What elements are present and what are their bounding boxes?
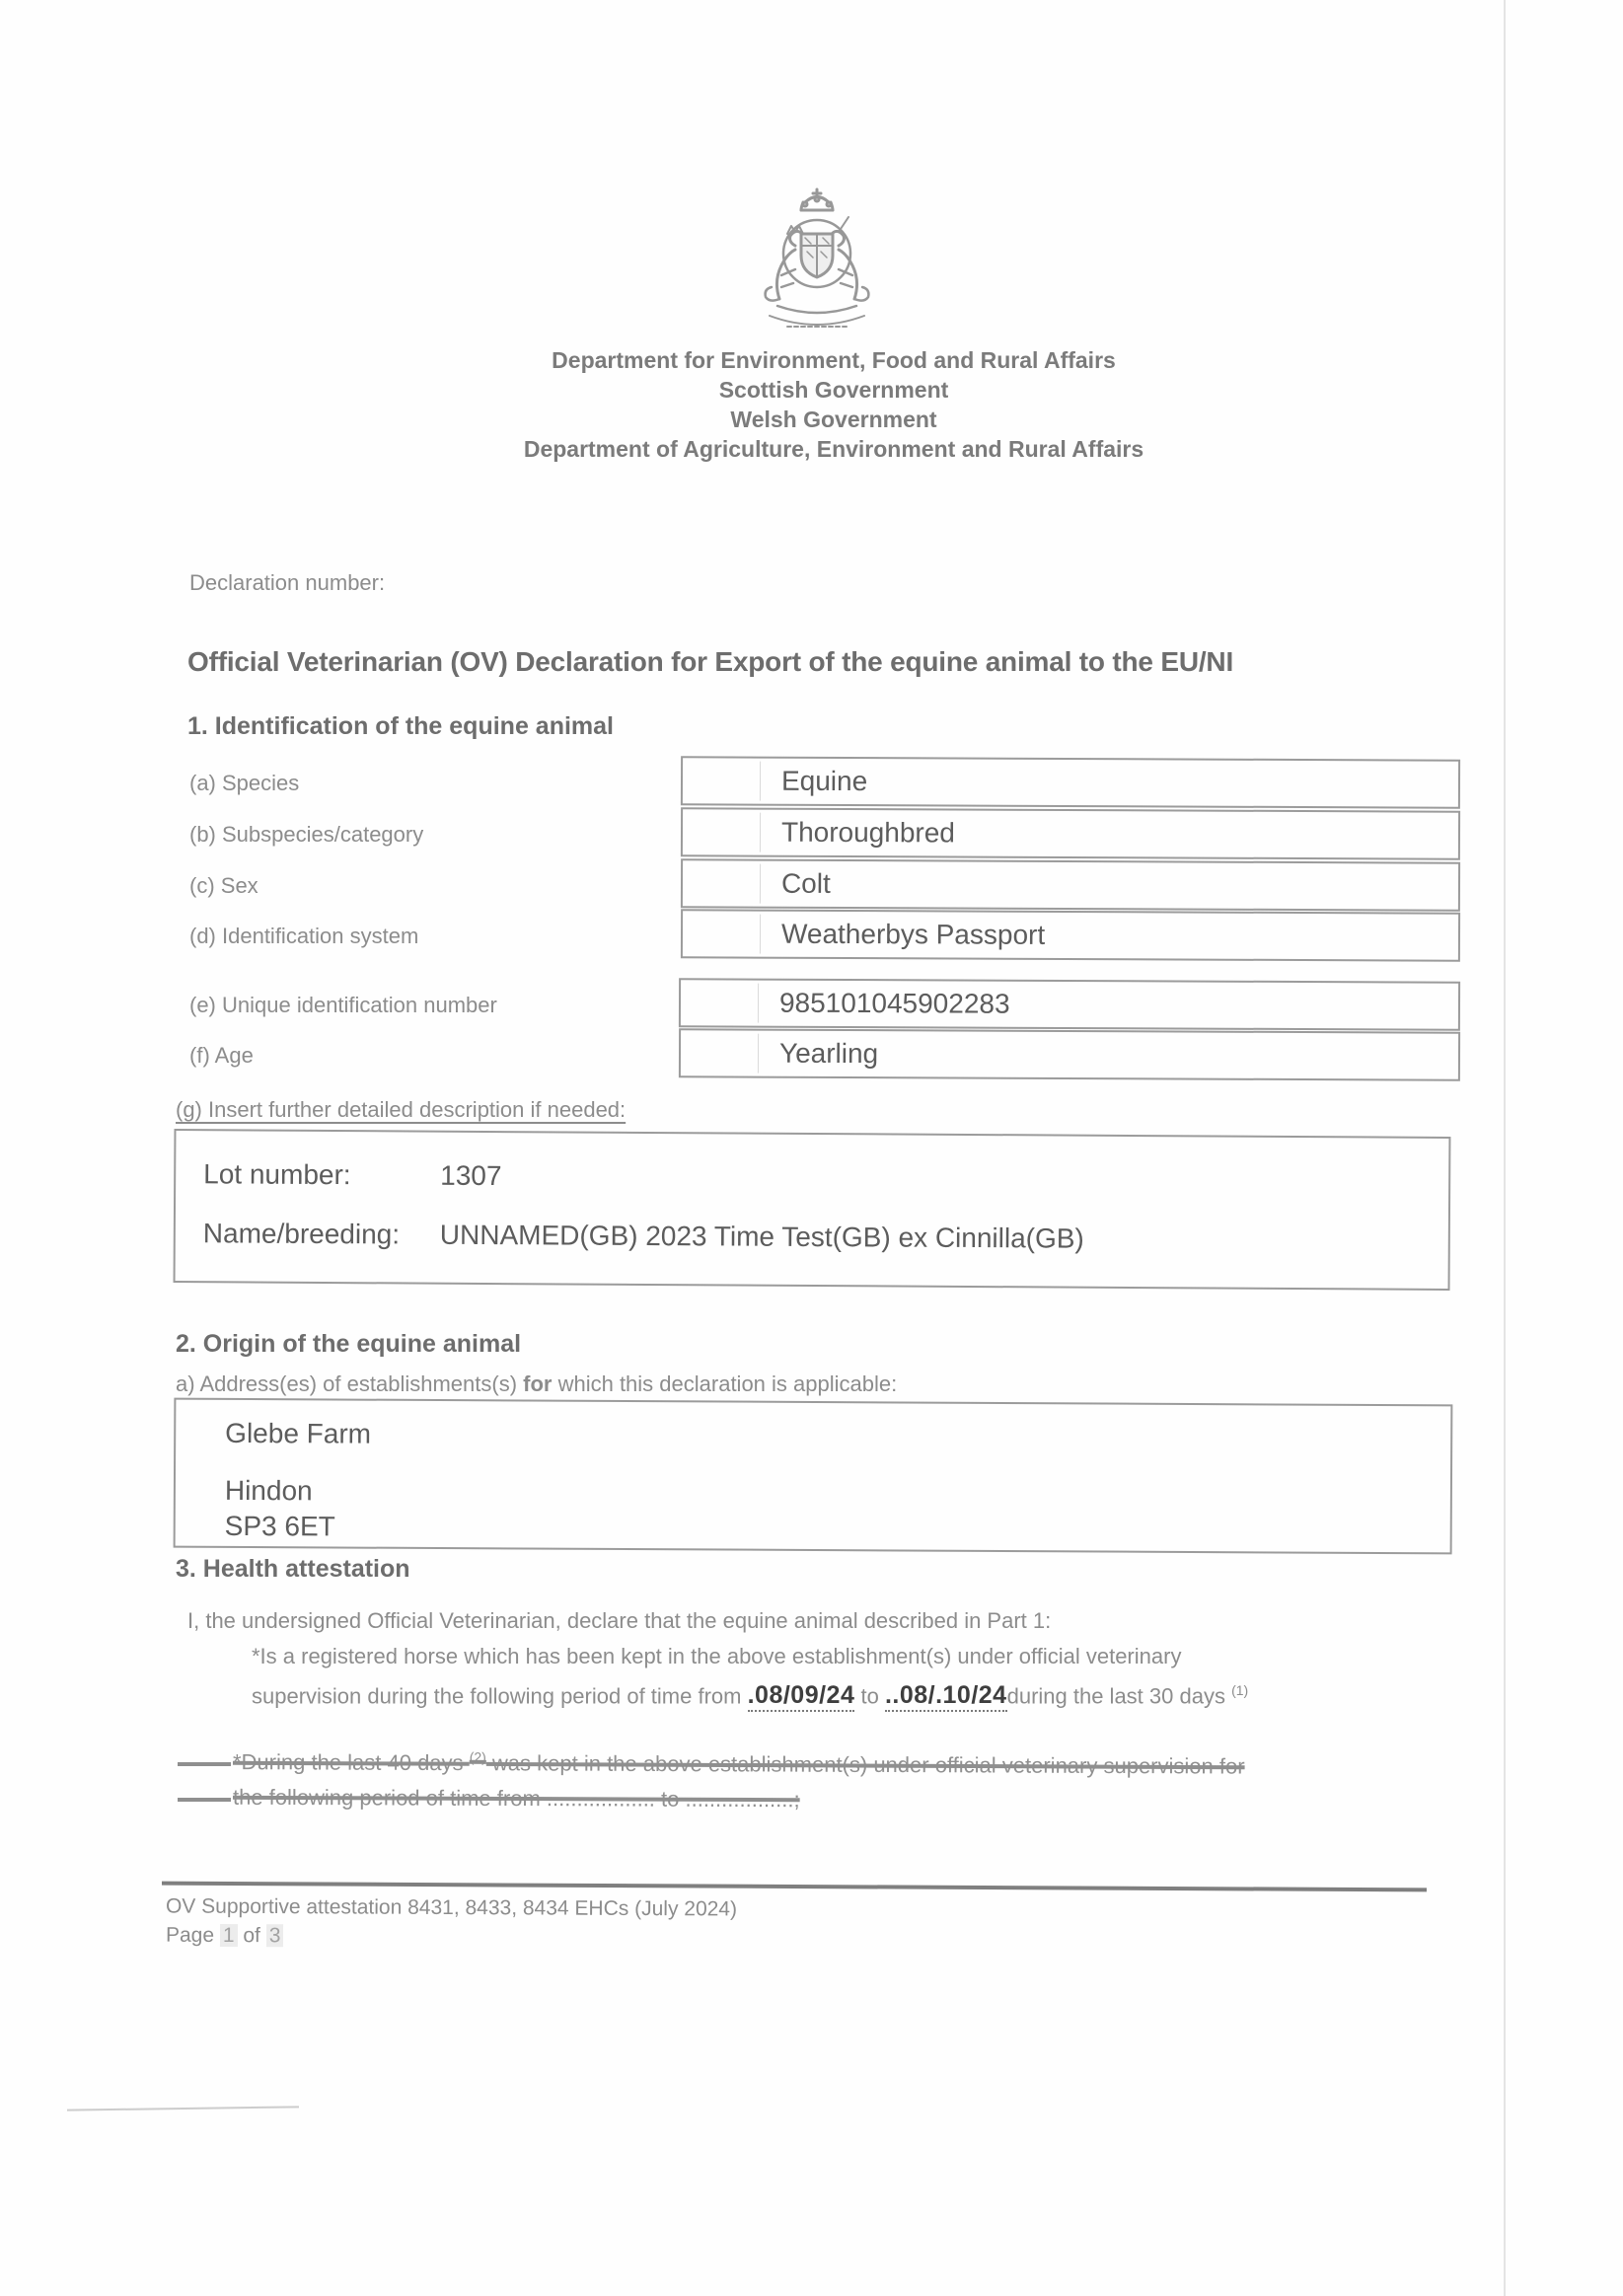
footer-doc-ref: OV Supportive attestation 8431, 8433, 8434 EHCs (July 2024) [165, 1894, 738, 1921]
org-line: Scottish Government [718, 377, 949, 403]
box-divider [760, 762, 761, 801]
name-breeding-label: Name/breeding: [202, 1218, 401, 1250]
field-box-subspecies [681, 807, 1460, 859]
box-divider [760, 864, 761, 904]
field-box-uid [679, 978, 1460, 1030]
field-label-species: (a) Species [189, 771, 300, 795]
box-divider [758, 984, 759, 1023]
date-to-value: ..08/.10/24 [885, 1681, 1007, 1712]
further-description-box [174, 1129, 1451, 1291]
page-total: 3 [266, 1924, 284, 1947]
field-label-uid: (e) Unique identification number [189, 993, 497, 1017]
attestation-intro: I, the undersigned Official Veterinarian, declare that the equine animal described in Part 1: [187, 1608, 1052, 1633]
struck-clause-line1 [233, 1748, 1245, 1780]
field-label-subspecies: (b) Subspecies/category [189, 822, 424, 847]
further-description-label: (g) Insert further detailed description if needed: [176, 1097, 627, 1122]
lot-number-value: 1307 [440, 1159, 502, 1192]
struck-text: was kept in the above establishment(s) under official veterinary supervision for [485, 1750, 1245, 1779]
document-title: Official Veterinarian (OV) Declaration for Export of the equine animal to the EU/NI [187, 646, 1234, 677]
address-intro-prefix: a) Address(es) of establishments(s) [176, 1371, 524, 1396]
scan-edge-line [1504, 0, 1506, 2296]
field-box-sex [681, 858, 1460, 911]
org-line: Welsh Government [730, 407, 937, 432]
header-org-lines [340, 345, 1327, 464]
field-value-uid: 985101045902283 [778, 987, 1010, 1019]
org-line: Department for Environment, Food and Rural Affairs [552, 347, 1116, 373]
lot-number-label: Lot number: [203, 1158, 351, 1191]
struck-clause-line2: the following period of time from .................. to ..................; [232, 1784, 800, 1813]
address-line: Glebe Farm [225, 1417, 372, 1449]
box-divider [758, 1034, 759, 1074]
attestation-clause-line2 [252, 1674, 1248, 1712]
footer-page-number [166, 1924, 284, 1949]
field-value-age: Yearling [778, 1037, 879, 1070]
page-current: 1 [220, 1924, 238, 1947]
attestation-clause-line1: *Is a registered horse which has been kept in the above establishment(s) under official veterinary [252, 1644, 1182, 1668]
struck-text: *During the last 40 days [232, 1749, 470, 1776]
section-1-heading: 1. Identification of the equine animal [187, 712, 614, 740]
field-box-age [679, 1028, 1460, 1080]
footnote-1-marker: (1) [1231, 1682, 1249, 1698]
field-label-age: (f) Age [189, 1043, 254, 1068]
address-intro-bold: for [523, 1371, 553, 1396]
clause-text: to [854, 1683, 885, 1709]
clause-text: during the last 30 days [1006, 1683, 1232, 1709]
box-divider [760, 915, 761, 954]
box-divider [760, 813, 761, 852]
field-label-id-system: (d) Identification system [189, 924, 419, 948]
footnote-2-marker: (2) [469, 1748, 486, 1765]
section-2-heading: 2. Origin of the equine animal [176, 1330, 522, 1358]
date-from-value: .08/09/24 [748, 1681, 855, 1712]
address-intro-suffix: which this declaration is applicable: [552, 1371, 898, 1396]
field-label-sex: (c) Sex [189, 873, 258, 898]
page-label: of [237, 1924, 266, 1948]
footer-divider [162, 1882, 1427, 1892]
field-value-sex: Colt [780, 867, 831, 899]
strikethrough-bar [178, 1762, 231, 1766]
field-value-species: Equine [780, 765, 868, 797]
stray-scan-line [67, 2106, 299, 2111]
section-3-heading: 3. Health attestation [176, 1555, 410, 1583]
field-box-species [681, 756, 1460, 808]
declaration-number-label: Declaration number: [189, 570, 386, 595]
address-box [174, 1398, 1453, 1555]
field-value-subspecies: Thoroughbred [780, 816, 955, 849]
name-breeding-value: UNNAMED(GB) 2023 Time Test(GB) ex Cinnilla(GB) [439, 1219, 1084, 1254]
uk-royal-coat-of-arms-icon [728, 181, 906, 338]
clause-text: supervision during the following period of time from [252, 1683, 748, 1709]
strikethrough-bar [178, 1798, 231, 1802]
field-box-id-system [681, 909, 1460, 961]
org-line: Department of Agriculture, Environment and Rural Affairs [523, 436, 1144, 462]
page-label: Page [165, 1923, 220, 1947]
field-value-id-system: Weatherbys Passport [780, 918, 1046, 950]
address-intro [176, 1371, 897, 1397]
address-line: Hindon [224, 1474, 313, 1507]
address-line: SP3 6ET [224, 1510, 335, 1542]
